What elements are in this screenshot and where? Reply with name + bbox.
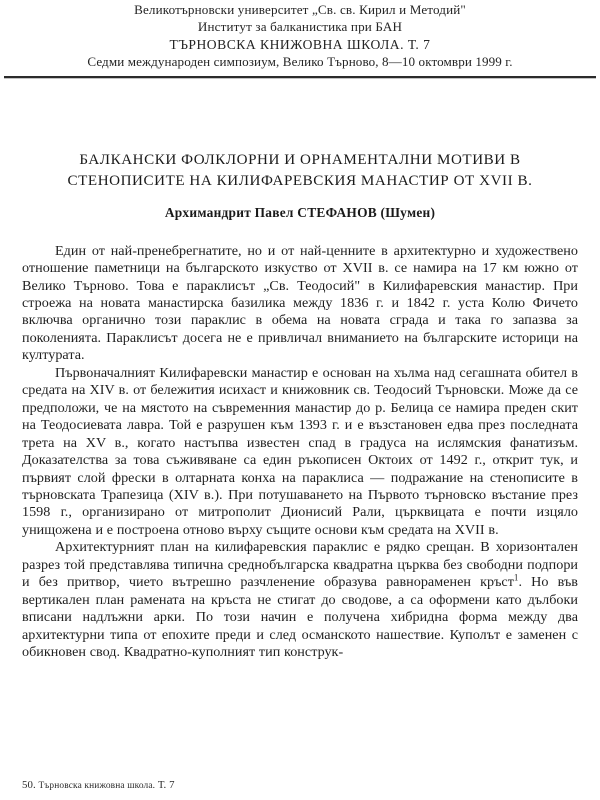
masthead-institute: Институт за балканистика при БАН [197, 19, 403, 35]
article-author: Архимандрит Павел СТЕФАНОВ (Шумен) [164, 204, 436, 220]
header-divider-rule [4, 76, 596, 78]
masthead-symposium-info: Седми международен симпозиум, Велико Търново, 8—10 октомври 1999 г. [87, 54, 513, 70]
footer-volume: Т. 7 [157, 779, 175, 791]
masthead-university: Великотърновски университет „Св. св. Кирил и Методий" [134, 2, 466, 17]
body-paragraph-3-part-2: . Но във вертикален план рамената на кръста не стигат до сводове, а са оформени като дълбоки вписани надлъжни арки. По този начин е получена хибридна форма между два архитектурни типа от епохите преди и след османското нашествие. Куполът е заменен с обикновен свод. Квадратно-куполният тип конструк- [22, 574, 578, 661]
page-footer [22, 779, 175, 791]
body-paragraph-3 [22, 539, 578, 661]
article-body [0, 243, 600, 662]
body-paragraph-2: Първоначалният Килифаревски манастир е основан на хълма над сегашната обител в средата на XIV в. от бележития исихаст и книжовник св. Теодосий Търновски. Може да се предположи, че на мястото на съвременния манастир до р. Белица се намира преден скит на Теодосиевата лавра. Той е разрушен към 1393 г. и е възстановен едва през последната трета на XV в., когато настъпва известен спад в градуса на ислямския фанатизъм. Доказателства за това съживяване са един ръкописен Октоих от 1492 г., открит тук, и първият слой фрески в олтарната конха на параклиса — подражание на стенописите в търновската Трапезица (XIV в.). При потушаването на Първото търновско въстание през 1598 г., организирано от митрополит Дионисий Рали, църквицата е почти изцяло унищожена и е построена отново върху същите основи към средата на XVII в. [22, 364, 578, 538]
article-title-line-1: БАЛКАНСКИ ФОЛКЛОРНИ И ОРНАМЕНТАЛНИ МОТИВИ В [79, 151, 521, 168]
body-paragraph-3-part-1: Архитектурният план на килифаревския параклис е рядко срещан. В хоризонтален разрез той представлява типична среднобългарска квадратна църква без свободни подпори и без притвор, чието вътрешно разчленение образува равнораменен кръст [22, 539, 578, 591]
article-title-line-2: СТЕНОПИСИТЕ НА КИЛИФАРЕВСКИЯ МАНАСТИР ОТ XVII В. [67, 172, 533, 189]
footer-page-marker: 50. [22, 779, 36, 791]
article-title [0, 150, 600, 192]
footnote-reference-1: 1 [513, 572, 519, 583]
masthead-series-title: ТЪРНОВСКА КНИЖОВНА ШКОЛА. Т. 7 [169, 36, 431, 52]
footer-series: Търновска книжовна школа. [38, 781, 156, 791]
body-paragraph-1: Един от най-пренебрегнатите, но и от най-ценните в архитектурно и художествено отношение паметници на българското изкуство от XVII в. се намира на 17 км южно от Велико Търново. Това е параклисът „Св. Теодосий" в Килифаревския манастир. При строежа на новата манастирска базилика между 1836 г. и 1842 г. уста Колю Фичето включва органично този параклис в обема на новата сграда и така го запазва за поколенията. Параклисът досега не е привличал вниманието на българските историци на културата. [22, 242, 578, 364]
running-head [0, 0, 600, 71]
